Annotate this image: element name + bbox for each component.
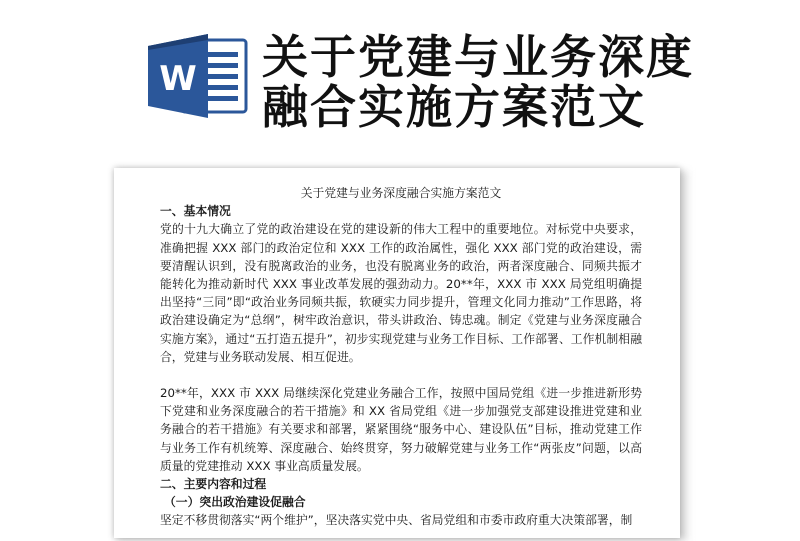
document-title: 关于党建与业务深度融合实施方案范文 bbox=[300, 186, 502, 200]
header bbox=[0, 0, 800, 165]
word-icon bbox=[148, 34, 252, 118]
paragraph-3: 坚定不移贯彻落实“两个维护”，坚决落实党中央、省局党组和市委市政府重大决策部署，制 bbox=[160, 513, 633, 528]
paragraph-gap bbox=[160, 366, 642, 384]
section-heading-content: 二、主要内容和过程 bbox=[160, 477, 267, 492]
page-title-line2: 融合实施方案范文 bbox=[262, 80, 646, 134]
paragraph-1: 党的十九大确立了党的政治建设在党的建设新的伟大工程中的重要地位。对标党中央要求，准确把握 XXX 部门的政治定位和 XXX 工作的政治属性，强化 XXX 部门党的政治建设，需要清醒认识到，没有脱离政治的业务，也没有脱离业务的政治，两者深度融合、同频共振才能转化为推动新时代 XXX 事业改革发展的强劲动力。20**年，XXX 市 XXX 局党组明确提出坚持“三同”即“政治业务同频共振，软硬实力同步提升，管理文化同力推动”工作思路，将政治建设确定为“总纲”，树牢政治意识，带头讲政治、铸忠魂。制定《党建与业务深度融合实施方案》，通过“五打造五提升”，初步实现党建与业务工作目标、工作部署、工作机制相融合，党建与业务联动发展、相互促进。 bbox=[160, 222, 642, 364]
page-title bbox=[262, 32, 782, 132]
document-page bbox=[114, 168, 680, 538]
document-body bbox=[160, 184, 642, 530]
section-heading-basic: 一、基本情况 bbox=[160, 204, 231, 219]
page-title-line1: 关于党建与业务深度 bbox=[262, 30, 694, 84]
paragraph-2: 20**年，XXX 市 XXX 局继续深化党建业务融合工作，按照中国局党组《进一步推进新形势下党建和业务深度融合的若干措施》和 XX 省局党组《进一步加强党支部建设推进党建和业务融合的若干措施》有关要求和部署，紧紧围绕“服务中心、建设队伍”目标，推动党建工作与业务工作有机统筹、深度融合、始终贯穿，努力破解党建与业务工作“两张皮”问题，以高质量的党建推动 XXX 事业高质量发展。 bbox=[160, 386, 642, 473]
subsection-heading-political: （一）突出政治建设促融合 bbox=[164, 495, 306, 510]
word-icon-letter: W bbox=[159, 59, 197, 99]
